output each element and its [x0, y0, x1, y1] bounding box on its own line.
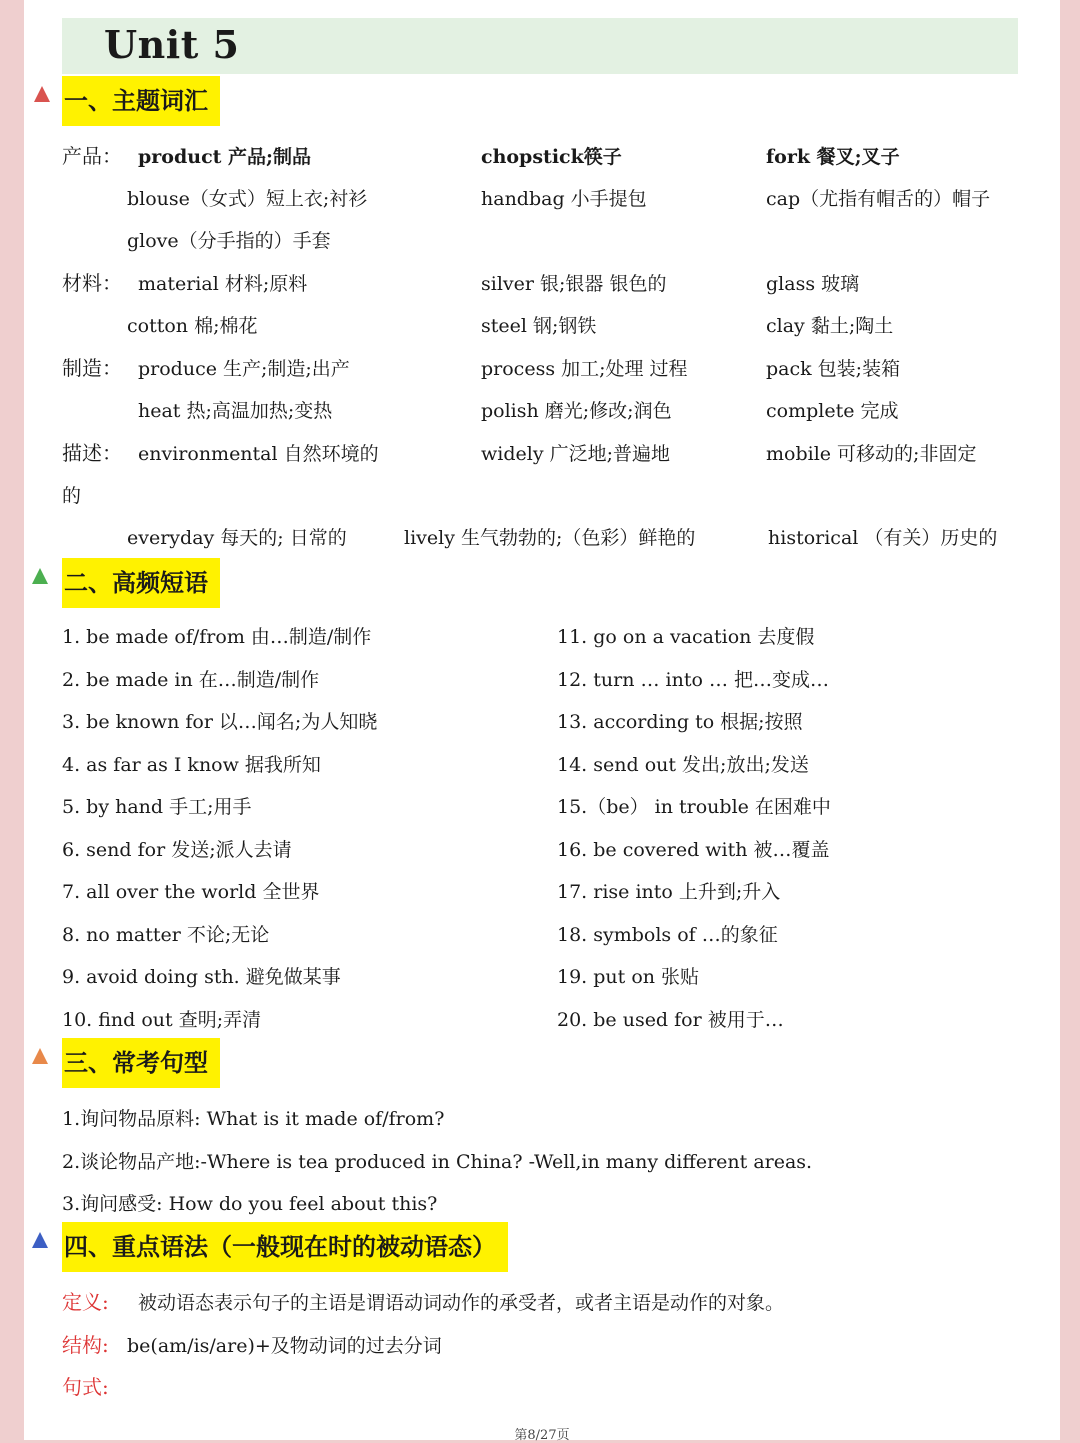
phrase-item: 9. avoid doing sth. 避免做某事 — [62, 966, 341, 988]
phrase-item: 1. be made of/from 由…制造/制作 — [62, 626, 372, 648]
phrase-item: 8. no matter 不论;无论 — [62, 924, 270, 946]
sentence-item: 3.询问感受: How do you feel about this? — [62, 1193, 438, 1215]
vocab-item-wrap: 的 — [62, 485, 82, 507]
orange-triangle-icon — [32, 1048, 48, 1064]
vocab-item: widely 广泛地;普遍地 — [481, 443, 670, 465]
structure-label: 结构: — [62, 1333, 109, 1357]
vocab-item: polish 磨光;修改;润色 — [481, 400, 672, 422]
vocab-item: environmental 自然环境的 — [138, 443, 379, 465]
phrase-item: 3. be known for 以…闻名;为人知晓 — [62, 711, 378, 733]
phrase-item: 14. send out 发出;放出;发送 — [557, 754, 809, 776]
pattern-label: 句式: — [62, 1375, 109, 1399]
phrase-item: 16. be covered with 被…覆盖 — [557, 839, 830, 861]
section-heading-sentences: 三、常考句型 — [62, 1038, 220, 1088]
vocab-item: steel 钢;钢铁 — [481, 315, 597, 337]
vocab-item: pack 包装;装箱 — [766, 358, 901, 380]
vocab-item: mobile 可移动的;非固定 — [766, 443, 977, 465]
vocab-item: historical （有关）历史的 — [768, 527, 998, 549]
phrase-item: 6. send for 发送;派人去请 — [62, 839, 292, 861]
red-triangle-icon — [34, 86, 50, 102]
phrase-item: 4. as far as I know 据我所知 — [62, 754, 321, 776]
vocab-item: cotton 棉;棉花 — [127, 315, 258, 337]
phrase-item: 13. according to 根据;按照 — [557, 711, 803, 733]
phrase-item: 19. put on 张贴 — [557, 966, 700, 988]
vocab-category-material: 材料： — [62, 271, 122, 295]
vocab-item: cap（尤指有帽舌的）帽子 — [766, 188, 991, 210]
sentence-item: 1.询问物品原料: What is it made of/from? — [62, 1108, 445, 1130]
vocab-item: fork 餐叉;叉子 — [766, 146, 900, 168]
sentence-item: 2.谈论物品产地:-Where is tea produced in China? -Well,in many different areas. — [62, 1151, 813, 1173]
section-heading-phrases: 二、高频短语 — [62, 558, 220, 608]
vocab-item: lively 生气勃勃的;（色彩）鲜艳的 — [404, 527, 696, 549]
phrase-item: 15.（be） in trouble 在困难中 — [557, 796, 831, 818]
phrase-item: 5. by hand 手工;用手 — [62, 796, 252, 818]
vocab-item: silver 银;银器 银色的 — [481, 273, 667, 295]
document-page — [24, 0, 1060, 1443]
section-heading-vocab: 一、主题词汇 — [62, 76, 220, 126]
vocab-category-make: 制造： — [62, 356, 122, 380]
vocab-item: process 加工;处理 过程 — [481, 358, 688, 380]
vocab-item: complete 完成 — [766, 400, 899, 422]
vocab-item: everyday 每天的; 日常的 — [127, 527, 347, 549]
phrase-item: 2. be made in 在…制造/制作 — [62, 669, 320, 691]
definition-text: 被动语态表示句子的主语是谓语动词动作的承受者，或者主语是动作的对象。 — [138, 1292, 785, 1314]
definition-label: 定义: — [62, 1290, 109, 1314]
phrase-item: 12. turn … into … 把…变成… — [557, 669, 829, 691]
vocab-item: material 材料;原料 — [138, 273, 308, 295]
vocab-item: blouse（女式）短上衣;衬衫 — [127, 188, 368, 210]
blue-triangle-icon — [32, 1232, 48, 1248]
phrase-item: 10. find out 查明;弄清 — [62, 1009, 262, 1031]
vocab-item: heat 热;高温加热;变热 — [138, 400, 333, 422]
phrase-item: 17. rise into 上升到;升入 — [557, 881, 781, 903]
page-number: 第8/27页 — [514, 1428, 570, 1443]
vocab-category-desc: 描述： — [62, 441, 122, 465]
section-heading-grammar: 四、重点语法（一般现在时的被动语态） — [62, 1222, 508, 1272]
phrase-item: 18. symbols of …的象征 — [557, 924, 778, 946]
vocab-item: handbag 小手提包 — [481, 188, 647, 210]
vocab-item: clay 黏土;陶土 — [766, 315, 894, 337]
vocab-category-product: 产品： — [62, 144, 122, 168]
structure-text: be(am/is/are)+及物动词的过去分词 — [127, 1335, 442, 1357]
unit-title: Unit 5 — [104, 22, 240, 67]
phrase-item: 20. be used for 被用于… — [557, 1009, 784, 1031]
phrase-item: 11. go on a vacation 去度假 — [557, 626, 815, 648]
vocab-item: glove（分手指的）手套 — [127, 230, 331, 252]
vocab-item: chopstick筷子 — [481, 146, 622, 168]
vocab-item: product 产品;制品 — [138, 146, 312, 168]
phrase-item: 7. all over the world 全世界 — [62, 881, 320, 903]
green-triangle-icon — [32, 568, 48, 584]
vocab-item: glass 玻璃 — [766, 273, 860, 295]
vocab-item: produce 生产;制造;出产 — [138, 358, 350, 380]
